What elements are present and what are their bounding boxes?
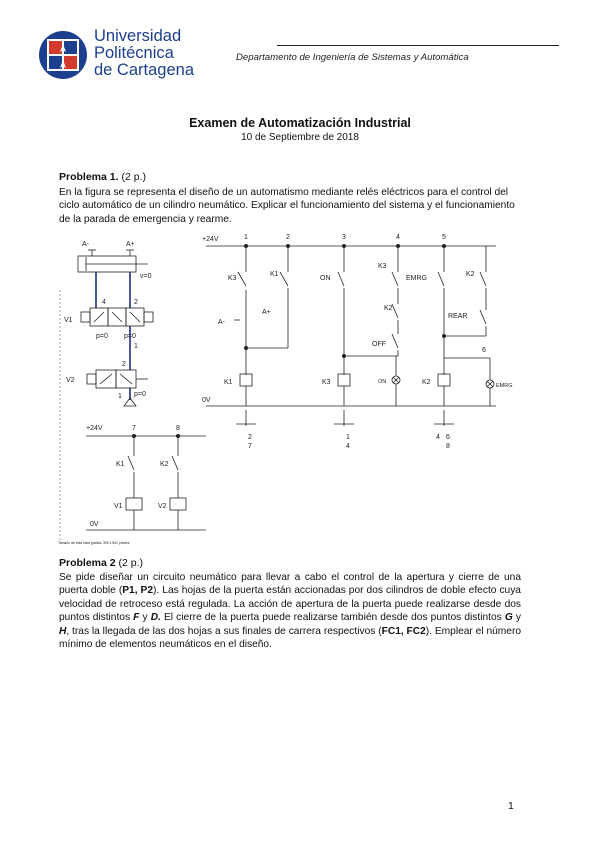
ld-k1: K1 — [270, 271, 279, 278]
circuit-figure — [56, 230, 520, 546]
problem1-label: Problema 1. — [59, 171, 119, 183]
ld-xref5b: 6 — [446, 434, 450, 441]
university-seal-icon — [38, 30, 88, 80]
ld-coil-k3: K3 — [322, 379, 331, 386]
ld-xref5a: 4 — [436, 434, 440, 441]
pn-v1: V1 — [64, 317, 73, 324]
problem1-text: En la figura se representa el diseño de un automatismo mediante relés eléctricos para el control del ciclo automático de un cilindro neumático. Explicar el funcionamiento del sistema y el funcionamiento de la parada de emergencia y rearme. — [59, 187, 515, 225]
ld-zero: 0V — [202, 397, 211, 404]
ladder-main — [202, 234, 513, 450]
ld-on: ON — [320, 275, 331, 282]
ld-xref1b: 7 — [248, 443, 252, 450]
ld-a-minus: A- — [218, 319, 225, 326]
lv-k1: K1 — [116, 461, 125, 468]
ld-k3: K3 — [228, 275, 237, 282]
pn-a-plus: A+ — [126, 241, 135, 248]
lv-col8: 8 — [176, 425, 180, 432]
ld-col3: 3 — [342, 234, 346, 241]
ld-col1: 1 — [244, 234, 248, 241]
university-name: Universidad Politécnica de Cartagena — [94, 27, 194, 79]
pn-port1b: 1 — [118, 393, 122, 400]
ld-lamp-on: ON — [378, 379, 387, 385]
ld-six: 6 — [482, 347, 486, 354]
lv-k2: K2 — [160, 461, 169, 468]
pn-port1: 1 — [134, 343, 138, 350]
lv-supply: +24V — [86, 425, 103, 432]
page-number: 1 — [508, 800, 514, 812]
lv-zero: 0V — [90, 521, 99, 528]
ld-a-plus: A+ — [262, 309, 271, 316]
pn-p0b: p=0 — [124, 333, 136, 340]
problem2-text: Se pide diseñar un circuito neumático para llevar a cabo el control de la apertura y cierre de una puerta doble (P1, P2). Las hojas de la puerta están accionadas por dos cilindros de doble efecto cuya velocidad de retroceso está regulada. La acción de apertura de la puerta puede realizarse desde dos puntos distintos F y D. El cierre de la puerta puede realizarse también desde dos puntos distintos G y H, tras la llegada de las dos hojas a sus finales de carrera respectivos (FC1, FC2). Emplear el número mínimo de elementos neumáticos en el diseño. — [59, 572, 522, 651]
ld-k2: K2 — [466, 271, 475, 278]
pn-port4: 4 — [102, 299, 106, 306]
department-name: Departamento de Ingeniería de Sistemas y Automática — [236, 52, 469, 63]
problem1-points: (2 p.) — [121, 171, 146, 183]
lv-caption: Tamaño de esta vista gráfica: 390 x 541 píxeles — [58, 541, 130, 545]
pn-a-minus: A- — [82, 241, 89, 248]
pn-port2: 2 — [134, 299, 138, 306]
exam-title: Examen de Automatización Industrial — [189, 116, 411, 130]
ld-off: OFF — [372, 341, 386, 348]
ld-xref1a: 2 — [248, 434, 252, 441]
ld-xref3a: 1 — [346, 434, 350, 441]
lv-v1: V1 — [114, 503, 123, 510]
pn-p0c: p=0 — [134, 391, 146, 398]
problem2-label: Problema 2 — [59, 557, 116, 569]
ld-emrg: EMRG — [406, 275, 427, 282]
pn-v2: V2 — [66, 377, 75, 384]
ld-col4: 4 — [396, 234, 400, 241]
university-logo — [38, 27, 198, 90]
ld-lamp-emrg: EMRG — [496, 383, 513, 389]
ld-col5: 5 — [442, 234, 446, 241]
problem2-points: (2 p.) — [118, 557, 144, 569]
ld-rear: REAR — [448, 313, 468, 320]
lv-col7: 7 — [132, 425, 136, 432]
ld-coil-k1: K1 — [224, 379, 233, 386]
problem2-heading — [59, 557, 143, 569]
ld-supply: +24V — [202, 236, 219, 243]
header-rule — [277, 45, 559, 46]
ld-col2: 2 — [286, 234, 290, 241]
exam-date: 10 de Septiembre de 2018 — [241, 132, 359, 143]
pn-p0a: p=0 — [96, 333, 108, 340]
lv-v2: V2 — [158, 503, 167, 510]
problem1-heading — [59, 171, 146, 183]
ld-xref5c: 8 — [446, 443, 450, 450]
ladder-valves — [58, 425, 206, 545]
ld-coil-k2: K2 — [422, 379, 431, 386]
ld-k2b: K2 — [384, 305, 393, 312]
ld-k3b: K3 — [378, 263, 387, 270]
pn-v-zero: v=0 — [140, 273, 152, 280]
ld-xref3b: 4 — [346, 443, 350, 450]
pneumatic-diagram — [60, 241, 153, 542]
pn-port2b: 2 — [122, 361, 126, 368]
